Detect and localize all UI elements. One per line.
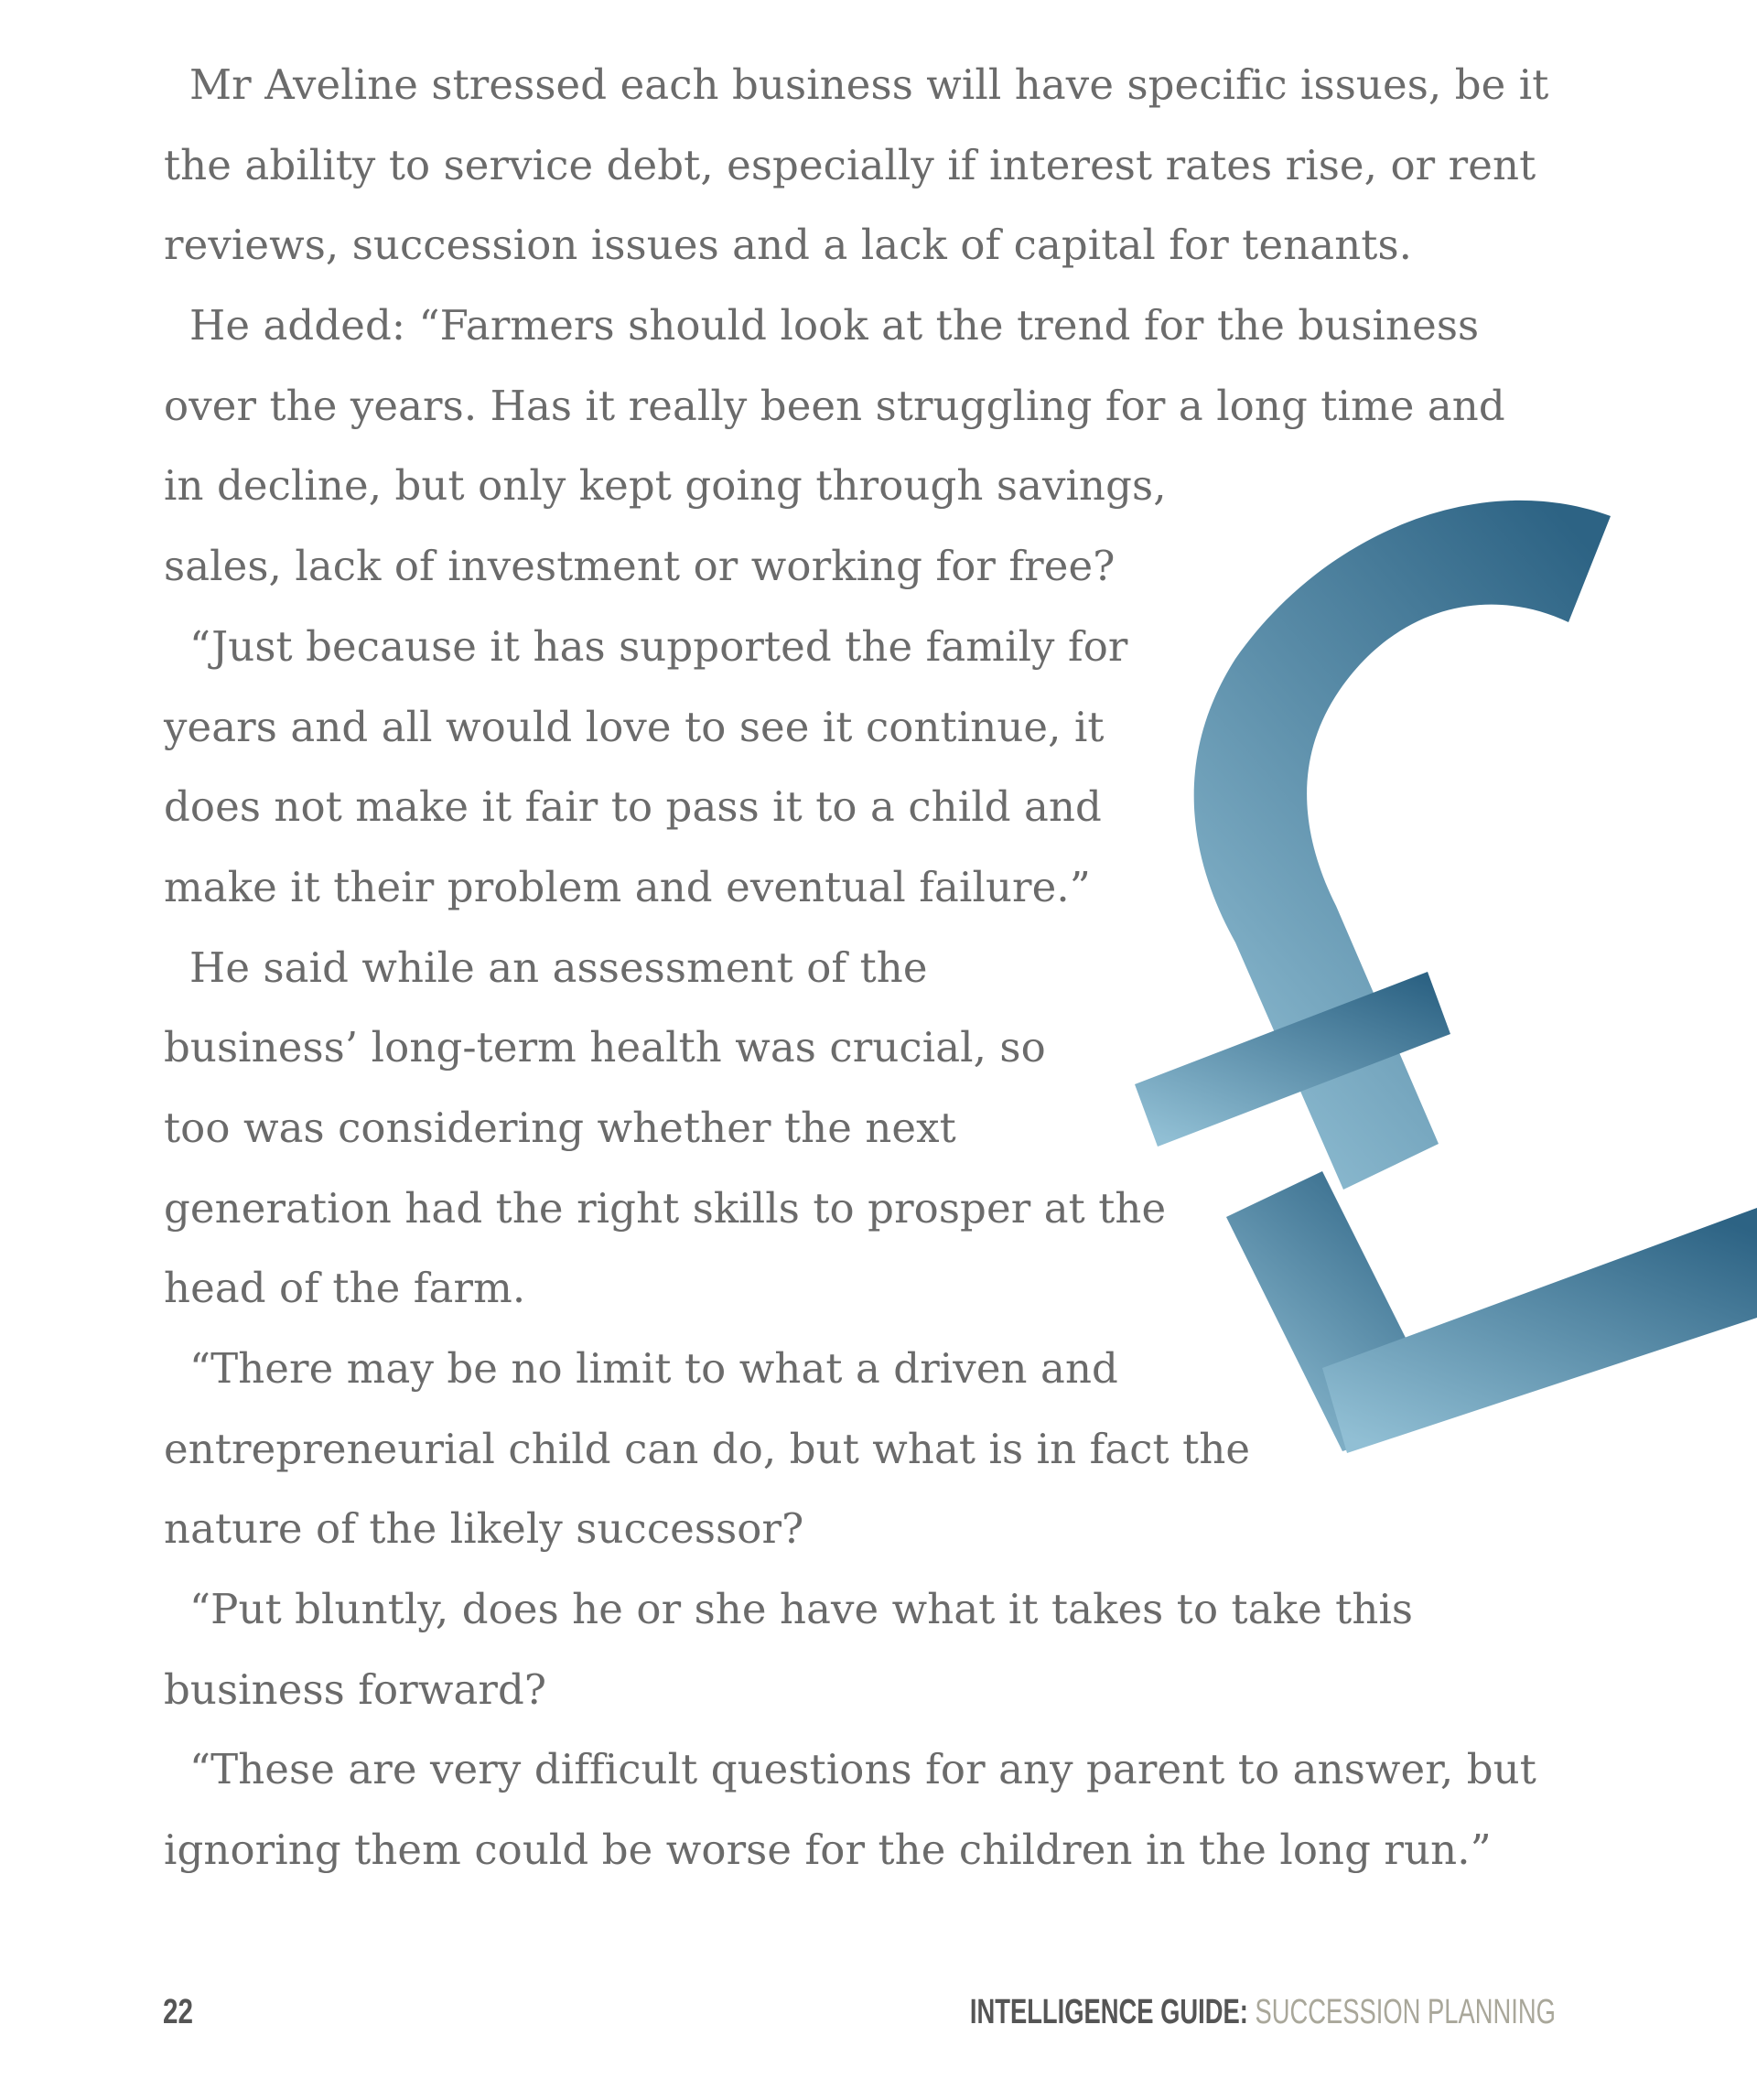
article-line-17: “There may be no limit to what a driven and bbox=[189, 1344, 1118, 1393]
article-line-23: ignoring them could be worse for the children in the long run.” bbox=[164, 1825, 1492, 1875]
article-line-1: Mr Aveline stressed each business will have specific issues, be it bbox=[189, 60, 1549, 109]
article-line-5: over the years. Has it really been struggling for a long time and bbox=[164, 381, 1505, 430]
article-line-8: “Just because it has supported the family for bbox=[189, 621, 1128, 671]
article-line-22: “These are very difficult questions for any parent to answer, but bbox=[189, 1745, 1536, 1794]
article-line-2: the ability to service debt, especially if interest rates rise, or rent bbox=[164, 140, 1536, 189]
article-line-18: entrepreneurial child can do, but what is in fact the bbox=[164, 1424, 1251, 1473]
article-line-4: He added: “Farmers should look at the trend for the business bbox=[189, 301, 1480, 350]
page-footer bbox=[0, 1993, 1757, 2039]
guide-title bbox=[970, 1993, 1556, 2032]
article-line-3: reviews, succession issues and a lack of capital for tenants. bbox=[164, 221, 1413, 270]
article-line-11: make it their problem and eventual failure.” bbox=[164, 862, 1091, 911]
article-line-9: years and all would love to see it continue, it bbox=[164, 702, 1105, 751]
article-line-14: too was considering whether the next bbox=[164, 1103, 956, 1152]
article-line-20: “Put bluntly, does he or she have what it takes to take this bbox=[189, 1585, 1414, 1634]
article-line-13: business’ long-term health was crucial, so bbox=[164, 1023, 1046, 1072]
guide-label: INTELLIGENCE GUIDE: bbox=[969, 1993, 1249, 2031]
article-line-19: nature of the likely successor? bbox=[164, 1504, 804, 1554]
article-body bbox=[164, 45, 1555, 1890]
page-number: 22 bbox=[163, 1993, 193, 2031]
article-line-12: He said while an assessment of the bbox=[189, 942, 928, 992]
article-line-15: generation had the right skills to prosper at the bbox=[164, 1183, 1167, 1233]
article-line-16: head of the farm. bbox=[164, 1264, 526, 1313]
guide-topic: SUCCESSION PLANNING bbox=[1255, 1993, 1556, 2031]
article-line-6: in decline, but only kept going through savings, bbox=[164, 461, 1167, 511]
article-line-10: does not make it fair to pass it to a child and bbox=[164, 782, 1102, 832]
article-line-7: sales, lack of investment or working for free? bbox=[164, 542, 1116, 591]
article-line-21: business forward? bbox=[164, 1664, 547, 1714]
